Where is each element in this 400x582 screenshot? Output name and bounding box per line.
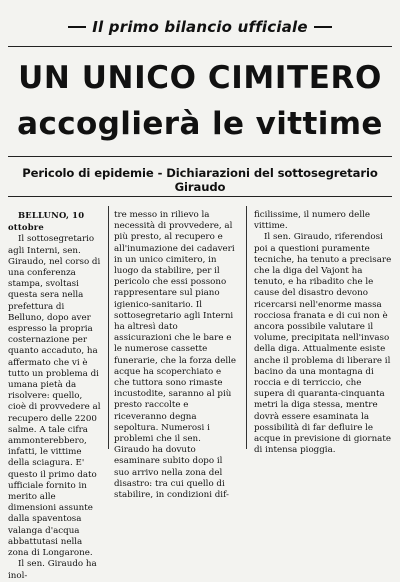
article-column-1 xyxy=(8,210,102,581)
kicker-rule-left xyxy=(68,26,86,28)
rule-top xyxy=(8,46,392,47)
article-paragraph: tre messo in rilievo la necessità di provvedere, al più presto, al recupero e all'inumazione dei cadaveri in un unico cimitero, in luogo da stabilire, per il pericolo che essi possono rappresentare sul piano igienico-sanitario. Il sottosegretario agli Interni ha altresì dato assicurazioni che le bare e le numerose cassette funerarie, che la forza delle acque ha scoperchiato e che tuttora sono rimaste incustodite, saranno al più presto raccolte e riceveranno degna sepoltura. Numerosi i problemi che il sen. Giraudo ha dovuto esaminare subito dopo il suo arrivo nella zona del disastro: tra cui quello di stabilire, in condizioni dif- xyxy=(114,210,237,501)
article-column-2 xyxy=(114,210,238,501)
kicker-rule-right xyxy=(314,26,332,28)
article-paragraph: Il sen. Giraudo, riferendosi poi a questioni puramente tecniche, ha tenuto a precisare che la diga del Vajont ha tenuto, e ha ribadito che le cause del disastro devono ricercarsi nell'enorme massa rocciosa franata e di cui non è ancora possibile valutare il volume, precipitata nell'invaso della diga. Attualmente esiste anche il problema di liberare il bacino da una montagna di roccia e di terriccio, che supera di quaranta-cinquanta metri la diga stessa, mentre dovrà essere esaminata la possibilità di far defluire le acque in previsione di giornate di intensa pioggia. xyxy=(254,232,392,456)
rule-below-headline xyxy=(8,156,392,157)
kicker-text: Il primo bilancio ufficiale xyxy=(92,18,308,36)
deck: Pericolo di epidemie - Dichiarazioni del sottosegretario Giraudo xyxy=(22,166,378,194)
dateline: BELLUNO, 10 ottobre xyxy=(8,210,85,233)
column-divider xyxy=(108,206,109,449)
headline-line2: accoglierà le vittime xyxy=(17,106,383,142)
kicker xyxy=(0,18,400,36)
article-paragraph: Il sottosegretario agli Interni, sen. Giraudo, nel corso di una conferenza stampa, svoltasi questa sera nella prefettura di Belluno, dopo aver espresso la propria costernazione per quanto accaduto, ha affermato che vi è tutto un problema di umana pietà da risolvere: quello, cioè di provvedere al recupero delle 2200 salme. A tale cifra ammonterebbero, infatti, le vittime della sciagura. E' questo il primo dato ufficiale fornito in merito alle dimensioni assunte dalla spaventosa valanga d'acqua abbattutasi nella zona di Longarone. xyxy=(8,234,101,559)
column-divider xyxy=(246,206,247,449)
article-paragraph: Il sen. Giraudo ha inol- xyxy=(8,559,97,581)
article-column-3 xyxy=(254,210,392,456)
rule-below-deck xyxy=(8,196,392,197)
headline-line1: UN UNICO CIMITERO xyxy=(18,60,382,96)
article-paragraph: ficilissime, il numero delle vittime. xyxy=(254,210,371,232)
article-paragraph xyxy=(8,210,102,234)
